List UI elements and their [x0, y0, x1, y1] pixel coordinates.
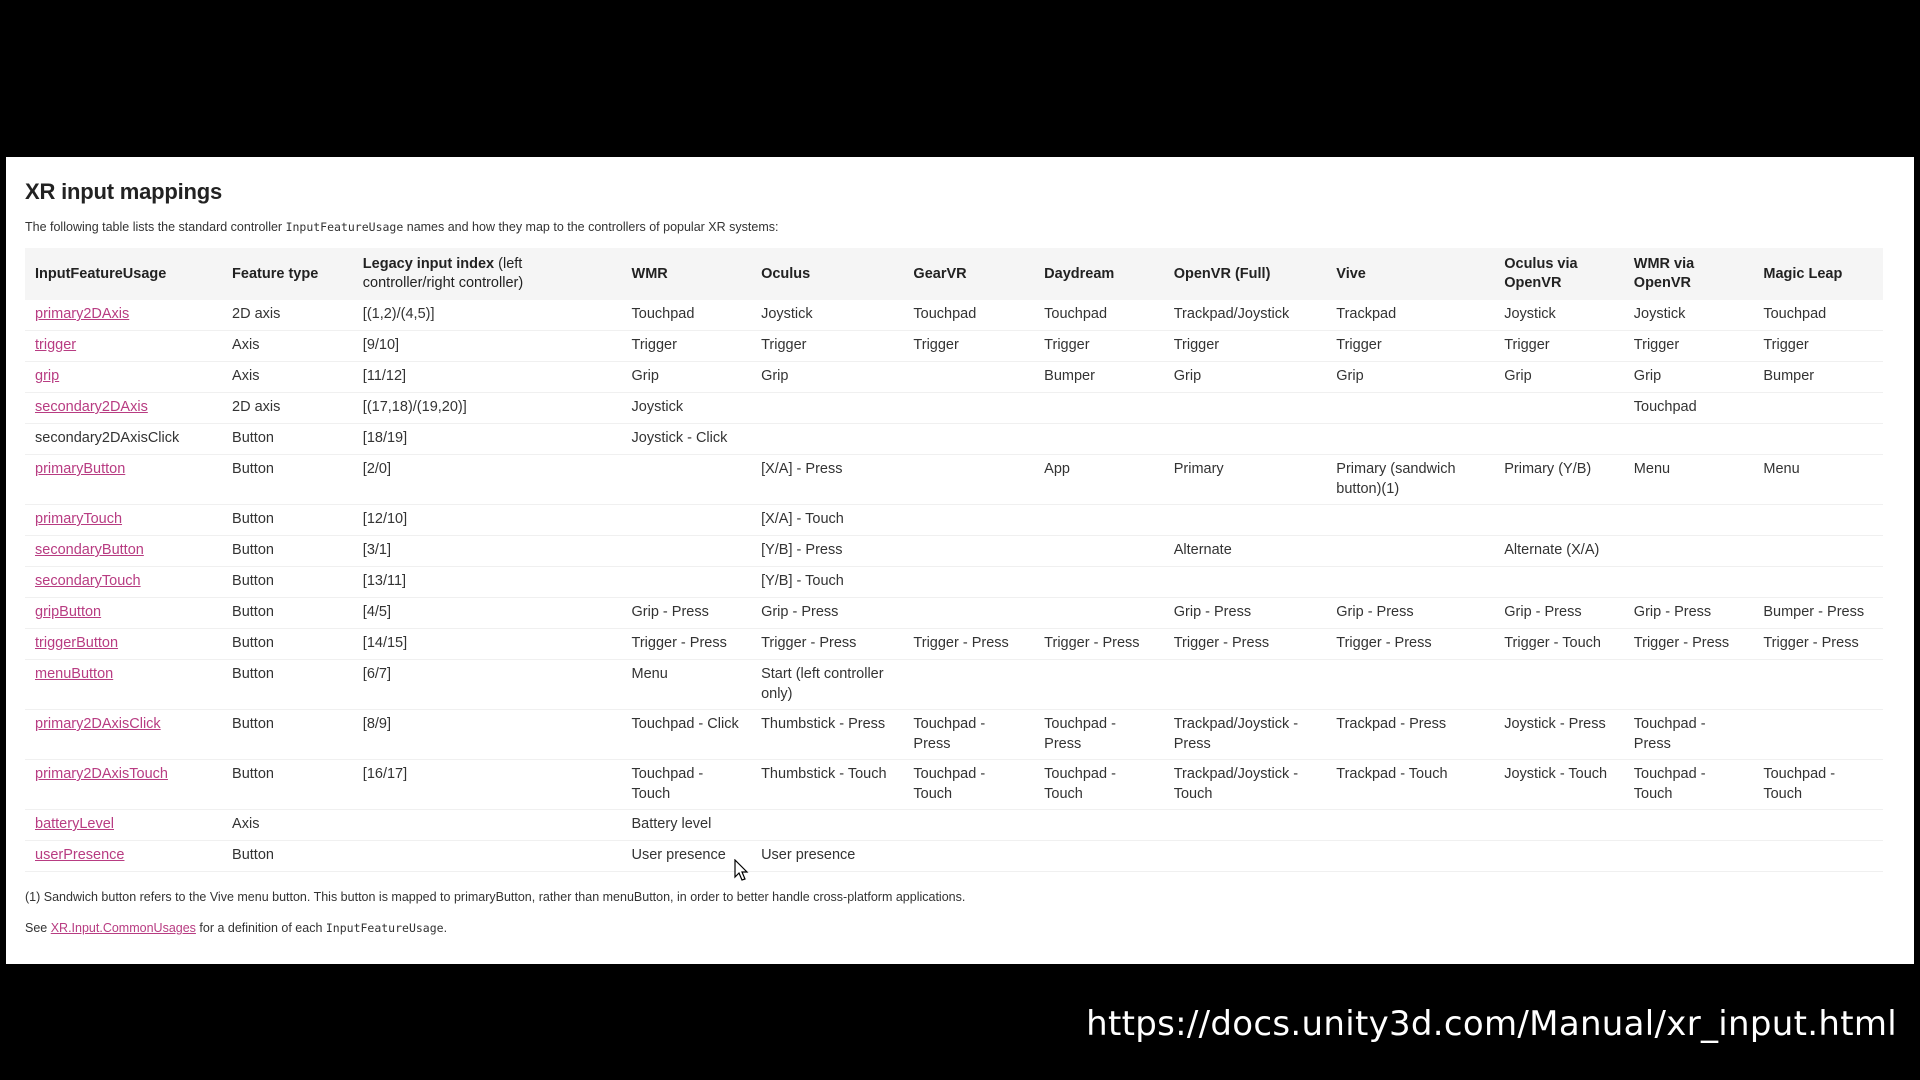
cell-oculus: [751, 393, 903, 424]
cell-oculus: User presence: [751, 841, 903, 872]
cell-type: Axis: [222, 810, 353, 841]
cell-usage[interactable]: [25, 362, 222, 393]
cell-oculus: Grip: [751, 362, 903, 393]
cell-usage[interactable]: [25, 393, 222, 424]
cell-openvr: Trackpad/Joystick: [1164, 300, 1327, 331]
cell-vive: Trackpad - Press: [1326, 710, 1494, 760]
header-legacy: Legacy input index (left controller/right controller): [353, 248, 622, 300]
cell-usage[interactable]: [25, 567, 222, 598]
cell-oculus: Thumbstick - Touch: [751, 760, 903, 810]
cell-vive: Trackpad - Touch: [1326, 760, 1494, 810]
cell-openvr: Trigger - Press: [1164, 629, 1327, 660]
cell-magicleap: [1753, 710, 1883, 760]
cell-usage[interactable]: [25, 598, 222, 629]
cell-openvr: [1164, 660, 1327, 710]
usage-link[interactable]: secondaryButton: [35, 542, 144, 558]
cell-openvr: Trackpad/Joystick - Touch: [1164, 760, 1327, 810]
cell-wmr: Touchpad - Touch: [622, 760, 752, 810]
cell-wmr-openvr: Trigger - Press: [1624, 629, 1754, 660]
table-row: [25, 362, 1883, 393]
cell-wmr: Grip: [622, 362, 752, 393]
cell-gearvr: [903, 567, 1034, 598]
cell-gearvr: Touchpad - Touch: [903, 760, 1034, 810]
cell-type: Button: [222, 841, 353, 872]
cell-oculus-openvr: Trigger: [1494, 331, 1624, 362]
header-magicleap: Magic Leap: [1753, 248, 1883, 300]
cell-gearvr: [903, 455, 1034, 505]
cell-legacy: [13/11]: [353, 567, 622, 598]
cell-magicleap: [1753, 810, 1883, 841]
cell-daydream: [1034, 841, 1164, 872]
cell-magicleap: Menu: [1753, 455, 1883, 505]
cell-gearvr: [903, 660, 1034, 710]
table-row: [25, 331, 1883, 362]
cell-gearvr: [903, 598, 1034, 629]
cell-daydream: Touchpad: [1034, 300, 1164, 331]
cell-type: Button: [222, 536, 353, 567]
cell-usage[interactable]: [25, 810, 222, 841]
cell-usage[interactable]: [25, 505, 222, 536]
cell-oculus: Joystick: [751, 300, 903, 331]
cell-gearvr: [903, 362, 1034, 393]
cell-type: Button: [222, 424, 353, 455]
header-wmr: WMR: [622, 248, 752, 300]
cell-gearvr: Trigger: [903, 331, 1034, 362]
cell-legacy: [8/9]: [353, 710, 622, 760]
cell-wmr: Menu: [622, 660, 752, 710]
cell-wmr-openvr: [1624, 660, 1754, 710]
cell-openvr: [1164, 567, 1327, 598]
table-header-row: [25, 248, 1883, 300]
cell-vive: Grip: [1326, 362, 1494, 393]
cell-oculus: [Y/B] - Touch: [751, 567, 903, 598]
cell-usage[interactable]: [25, 536, 222, 567]
cell-gearvr: Trigger - Press: [903, 629, 1034, 660]
cell-type: 2D axis: [222, 300, 353, 331]
cell-wmr-openvr: [1624, 567, 1754, 598]
cell-oculus: [X/A] - Touch: [751, 505, 903, 536]
cell-oculus: Grip - Press: [751, 598, 903, 629]
cell-openvr: Trigger: [1164, 331, 1327, 362]
cell-openvr: [1164, 393, 1327, 424]
header-oculus-openvr: Oculus via OpenVR: [1494, 248, 1624, 300]
cell-gearvr: Touchpad: [903, 300, 1034, 331]
cell-vive: [1326, 393, 1494, 424]
cell-daydream: Bumper: [1034, 362, 1164, 393]
cell-type: 2D axis: [222, 393, 353, 424]
cell-usage[interactable]: [25, 629, 222, 660]
url-caption: https://docs.unity3d.com/Manual/xr_input.html: [1086, 1004, 1897, 1044]
cell-oculus: Thumbstick - Press: [751, 710, 903, 760]
table-row: [25, 505, 1883, 536]
cell-wmr: Battery level: [622, 810, 752, 841]
cell-usage[interactable]: [25, 760, 222, 810]
cell-magicleap: [1753, 536, 1883, 567]
usage-link[interactable]: secondaryTouch: [35, 573, 141, 589]
cell-usage[interactable]: [25, 841, 222, 872]
cell-openvr: Trackpad/Joystick - Press: [1164, 710, 1327, 760]
cell-vive: [1326, 424, 1494, 455]
cell-oculus-openvr: [1494, 567, 1624, 598]
table-body: [25, 300, 1883, 872]
cell-vive: Trackpad: [1326, 300, 1494, 331]
cell-wmr: Touchpad - Click: [622, 710, 752, 760]
cell-usage[interactable]: [25, 331, 222, 362]
cell-wmr-openvr: [1624, 536, 1754, 567]
intro-text: The following table lists the standard controller InputFeatureUsage names and how they map to the controllers of popular XR systems:: [25, 220, 779, 234]
cell-legacy: [353, 810, 622, 841]
cell-daydream: [1034, 810, 1164, 841]
cell-wmr: Grip - Press: [622, 598, 752, 629]
cell-oculus-openvr: Primary (Y/B): [1494, 455, 1624, 505]
cell-oculus: Start (left controller only): [751, 660, 903, 710]
table-row: [25, 567, 1883, 598]
cell-type: Axis: [222, 331, 353, 362]
cell-type: Button: [222, 455, 353, 505]
cell-daydream: [1034, 424, 1164, 455]
cell-legacy: [9/10]: [353, 331, 622, 362]
usage-link[interactable]: trigger: [35, 337, 77, 353]
cell-magicleap: [1753, 393, 1883, 424]
cell-wmr-openvr: [1624, 810, 1754, 841]
cell-openvr: [1164, 424, 1327, 455]
cell-daydream: Trigger: [1034, 331, 1164, 362]
usage-link[interactable]: triggerButton: [35, 635, 119, 651]
cell-wmr: [622, 567, 752, 598]
cell-wmr: [622, 455, 752, 505]
cell-usage[interactable]: [25, 710, 222, 760]
cell-oculus: Trigger: [751, 331, 903, 362]
cell-daydream: Touchpad - Press: [1034, 710, 1164, 760]
cell-gearvr: [903, 505, 1034, 536]
usage-link[interactable]: primaryTouch: [35, 511, 123, 527]
cell-daydream: [1034, 660, 1164, 710]
cell-oculus: [751, 424, 903, 455]
header-usage: InputFeatureUsage: [25, 248, 222, 300]
cell-legacy: [11/12]: [353, 362, 622, 393]
cell-oculus: Trigger - Press: [751, 629, 903, 660]
cell-type: Button: [222, 567, 353, 598]
cell-type: Button: [222, 505, 353, 536]
usage-link[interactable]: primary2DAxisClick: [35, 716, 161, 732]
table-row: [25, 841, 1883, 872]
cell-type: Axis: [222, 362, 353, 393]
mappings-table: [25, 248, 1883, 872]
cell-oculus-openvr: Alternate (X/A): [1494, 536, 1624, 567]
cell-vive: [1326, 505, 1494, 536]
cell-vive: Primary (sandwich button)(1): [1326, 455, 1494, 505]
cell-wmr-openvr: [1624, 841, 1754, 872]
cell-legacy: [16/17]: [353, 760, 622, 810]
cell-usage[interactable]: [25, 660, 222, 710]
cell-oculus: [751, 810, 903, 841]
common-usages-link[interactable]: XR.Input.CommonUsages: [50, 921, 196, 935]
cell-gearvr: [903, 393, 1034, 424]
cell-wmr: Joystick - Click: [622, 424, 752, 455]
cell-wmr: Touchpad: [622, 300, 752, 331]
table-row: [25, 710, 1883, 760]
cell-oculus-openvr: Joystick - Touch: [1494, 760, 1624, 810]
see-code: InputFeatureUsage: [325, 921, 444, 935]
cell-vive: [1326, 536, 1494, 567]
cell-gearvr: [903, 810, 1034, 841]
docs-page: [6, 157, 1914, 964]
page-content: [25, 179, 1893, 935]
cell-wmr-openvr: [1624, 505, 1754, 536]
cell-magicleap: Bumper - Press: [1753, 598, 1883, 629]
cell-openvr: Grip - Press: [1164, 598, 1327, 629]
header-oculus: Oculus: [751, 248, 903, 300]
cell-gearvr: [903, 841, 1034, 872]
see-also: See XR.Input.CommonUsages for a definition of each InputFeatureUsage.: [25, 921, 448, 935]
cell-wmr: Trigger - Press: [622, 629, 752, 660]
cell-oculus-openvr: Grip - Press: [1494, 598, 1624, 629]
table-row: [25, 629, 1883, 660]
cell-legacy: [2/0]: [353, 455, 622, 505]
usage-link[interactable]: primary2DAxisTouch: [35, 766, 168, 782]
cell-legacy: [18/19]: [353, 424, 622, 455]
cell-legacy: [6/7]: [353, 660, 622, 710]
cell-gearvr: [903, 424, 1034, 455]
cell-magicleap: Touchpad: [1753, 300, 1883, 331]
cell-wmr: Trigger: [622, 331, 752, 362]
cell-vive: [1326, 841, 1494, 872]
cell-vive: [1326, 810, 1494, 841]
cell-oculus: [Y/B] - Press: [751, 536, 903, 567]
cell-oculus-openvr: Joystick - Press: [1494, 710, 1624, 760]
cell-wmr-openvr: Touchpad - Press: [1624, 710, 1754, 760]
cell-daydream: App: [1034, 455, 1164, 505]
cell-legacy: [(17,18)/(19,20)]: [353, 393, 622, 424]
table-row: [25, 393, 1883, 424]
cell-wmr-openvr: Touchpad - Touch: [1624, 760, 1754, 810]
cell-wmr: [622, 505, 752, 536]
cell-magicleap: [1753, 841, 1883, 872]
header-vive: Vive: [1326, 248, 1494, 300]
table-row: [25, 536, 1883, 567]
header-wmr-openvr: WMR via OpenVR: [1624, 248, 1754, 300]
cell-wmr-openvr: Grip: [1624, 362, 1754, 393]
cell-oculus-openvr: [1494, 660, 1624, 710]
mouse-cursor-icon: [734, 859, 750, 883]
usage-link[interactable]: menuButton: [35, 666, 114, 682]
cell-wmr: [622, 536, 752, 567]
table-row: [25, 760, 1883, 810]
usage-link[interactable]: primary2DAxis: [35, 306, 130, 322]
header-type: Feature type: [222, 248, 353, 300]
cell-legacy: [14/15]: [353, 629, 622, 660]
cell-oculus-openvr: Joystick: [1494, 300, 1624, 331]
cell-vive: Grip - Press: [1326, 598, 1494, 629]
cell-daydream: [1034, 598, 1164, 629]
cell-magicleap: Bumper: [1753, 362, 1883, 393]
cell-type: Button: [222, 710, 353, 760]
table-row: [25, 598, 1883, 629]
cell-type: Button: [222, 760, 353, 810]
table-row: [25, 455, 1883, 505]
cell-daydream: [1034, 567, 1164, 598]
cell-wmr-openvr: Trigger: [1624, 331, 1754, 362]
table-row: [25, 300, 1883, 331]
footnote: (1) Sandwich button refers to the Vive menu button. This button is mapped to primaryButton, rather than menuButton, in order to better handle cross-platform applications.: [25, 890, 966, 904]
cell-oculus-openvr: Trigger - Touch: [1494, 629, 1624, 660]
cell-type: Button: [222, 660, 353, 710]
cell-magicleap: [1753, 567, 1883, 598]
cell-vive: [1326, 567, 1494, 598]
cell-magicleap: Trigger: [1753, 331, 1883, 362]
cell-vive: Trigger: [1326, 331, 1494, 362]
cell-usage: [25, 424, 222, 455]
header-gearvr: GearVR: [903, 248, 1034, 300]
cell-openvr: Grip: [1164, 362, 1327, 393]
cell-wmr-openvr: [1624, 424, 1754, 455]
cell-wmr-openvr: Grip - Press: [1624, 598, 1754, 629]
cell-oculus-openvr: [1494, 505, 1624, 536]
cell-daydream: [1034, 393, 1164, 424]
cell-oculus-openvr: [1494, 810, 1624, 841]
cell-wmr: User presence: [622, 841, 752, 872]
cell-type: Button: [222, 598, 353, 629]
header-openvr: OpenVR (Full): [1164, 248, 1327, 300]
cell-gearvr: Touchpad - Press: [903, 710, 1034, 760]
cell-oculus-openvr: [1494, 393, 1624, 424]
usage-link[interactable]: grip: [35, 368, 60, 384]
usage-link[interactable]: primaryButton: [35, 461, 126, 477]
cell-openvr: [1164, 505, 1327, 536]
cell-legacy: [12/10]: [353, 505, 622, 536]
table-row: [25, 810, 1883, 841]
cell-magicleap: [1753, 424, 1883, 455]
cell-openvr: Primary: [1164, 455, 1327, 505]
cell-wmr-openvr: Menu: [1624, 455, 1754, 505]
cell-daydream: Touchpad - Touch: [1034, 760, 1164, 810]
table-row: [25, 660, 1883, 710]
page-title: XR input mappings: [25, 179, 223, 204]
cell-usage[interactable]: [25, 455, 222, 505]
cell-daydream: Trigger - Press: [1034, 629, 1164, 660]
cell-gearvr: [903, 536, 1034, 567]
cell-openvr: Alternate: [1164, 536, 1327, 567]
cell-legacy: [4/5]: [353, 598, 622, 629]
cell-magicleap: Trigger - Press: [1753, 629, 1883, 660]
cell-daydream: [1034, 505, 1164, 536]
cell-wmr-openvr: Joystick: [1624, 300, 1754, 331]
usage-link[interactable]: gripButton: [35, 604, 102, 620]
cell-openvr: [1164, 841, 1327, 872]
intro-code: InputFeatureUsage: [285, 220, 404, 234]
usage-link[interactable]: secondary2DAxis: [35, 399, 148, 415]
cell-wmr: Joystick: [622, 393, 752, 424]
cell-vive: Trigger - Press: [1326, 629, 1494, 660]
cell-legacy: [3/1]: [353, 536, 622, 567]
cell-magicleap: [1753, 505, 1883, 536]
cell-magicleap: Touchpad - Touch: [1753, 760, 1883, 810]
usage-link[interactable]: userPresence: [35, 847, 125, 863]
cell-oculus-openvr: [1494, 424, 1624, 455]
cell-magicleap: [1753, 660, 1883, 710]
cell-legacy: [353, 841, 622, 872]
cell-oculus-openvr: [1494, 841, 1624, 872]
cell-wmr-openvr: Touchpad: [1624, 393, 1754, 424]
cell-oculus-openvr: Grip: [1494, 362, 1624, 393]
cell-legacy: [(1,2)/(4,5)]: [353, 300, 622, 331]
cell-openvr: [1164, 810, 1327, 841]
cell-type: Button: [222, 629, 353, 660]
usage-link[interactable]: batteryLevel: [35, 816, 114, 832]
header-daydream: Daydream: [1034, 248, 1164, 300]
cell-oculus: [X/A] - Press: [751, 455, 903, 505]
cell-daydream: [1034, 536, 1164, 567]
cell-usage[interactable]: [25, 300, 222, 331]
cell-vive: [1326, 660, 1494, 710]
table-row: [25, 424, 1883, 455]
usage-text: secondary2DAxisClick: [35, 430, 180, 446]
